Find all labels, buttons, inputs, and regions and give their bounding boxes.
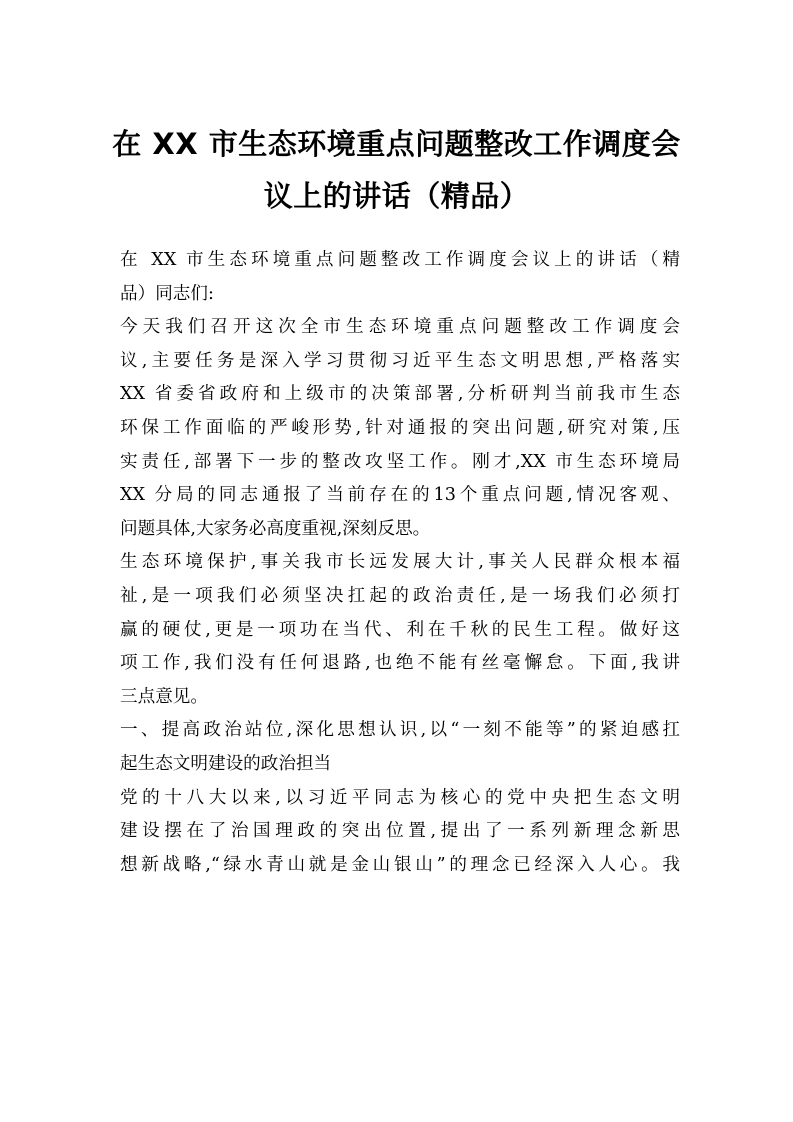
text-line: 议,主要任务是深入学习贯彻习近平生态文明思想,严格落实 [120, 350, 680, 371]
text-line: 想新战略,“绿水青山就是金山银山”的理念已经深入人心。我 [120, 854, 680, 875]
paragraph-significance [120, 546, 680, 714]
text-line: 实责任,部署下一步的整改攻坚工作。刚才,XX 市生态环境局 [120, 451, 680, 472]
text-line: 问题具体,大家务必高度重视,深刻反思。 [120, 518, 431, 539]
text-line: 赢的硬仗,更是一项功在当代、利在千秋的民生工程。做好这 [120, 619, 680, 640]
text-line: XX 省委省政府和上级市的决策部署,分析研判当前我市生态 [120, 384, 680, 405]
text-line: 三点意见。 [120, 686, 208, 707]
text-line: 祉,是一项我们必须坚决扛起的政治责任,是一场我们必须打 [120, 585, 680, 606]
section-heading-1 [120, 714, 680, 781]
text-line: 品）同志们: [120, 283, 214, 304]
text-line: 党的十八大以来,以习近平同志为核心的党中央把生态文明 [120, 787, 680, 808]
text-line: 一、提高政治站位,深化思想认识,以“一刻不能等”的紧迫感扛 [120, 720, 680, 741]
paragraph-salutation [120, 244, 680, 311]
text-line: 生态环境保护,事关我市长远发展大计,事关人民群众根本福 [120, 552, 680, 573]
text-line: 项工作,我们没有任何退路,也绝不能有丝毫懈怠。下面,我讲 [120, 653, 680, 674]
document-title [100, 118, 693, 222]
text-line: 在 XX 市生态环境重点问题整改工作调度会议上的讲话（精 [120, 250, 680, 270]
text-line: 起生态文明建设的政治担当 [120, 753, 332, 774]
paragraph-intro [120, 311, 680, 546]
title-line: 在 XX 市生态环境重点问题整改工作调度会 [112, 127, 681, 161]
title-line: 议上的讲话（精品） [263, 179, 530, 213]
text-line: 今天我们召开这次全市生态环境重点问题整改工作调度会 [120, 317, 680, 338]
text-line: XX 分局的同志通报了当前存在的13个重点问题,情况客观、 [120, 485, 680, 506]
text-line: 环保工作面临的严峻形势,针对通报的突出问题,研究对策,压 [120, 417, 680, 438]
paragraph-section-1 [120, 782, 680, 883]
text-line: 建设摆在了治国理政的突出位置,提出了一系列新理念新思 [120, 821, 680, 842]
document-body [120, 244, 680, 882]
